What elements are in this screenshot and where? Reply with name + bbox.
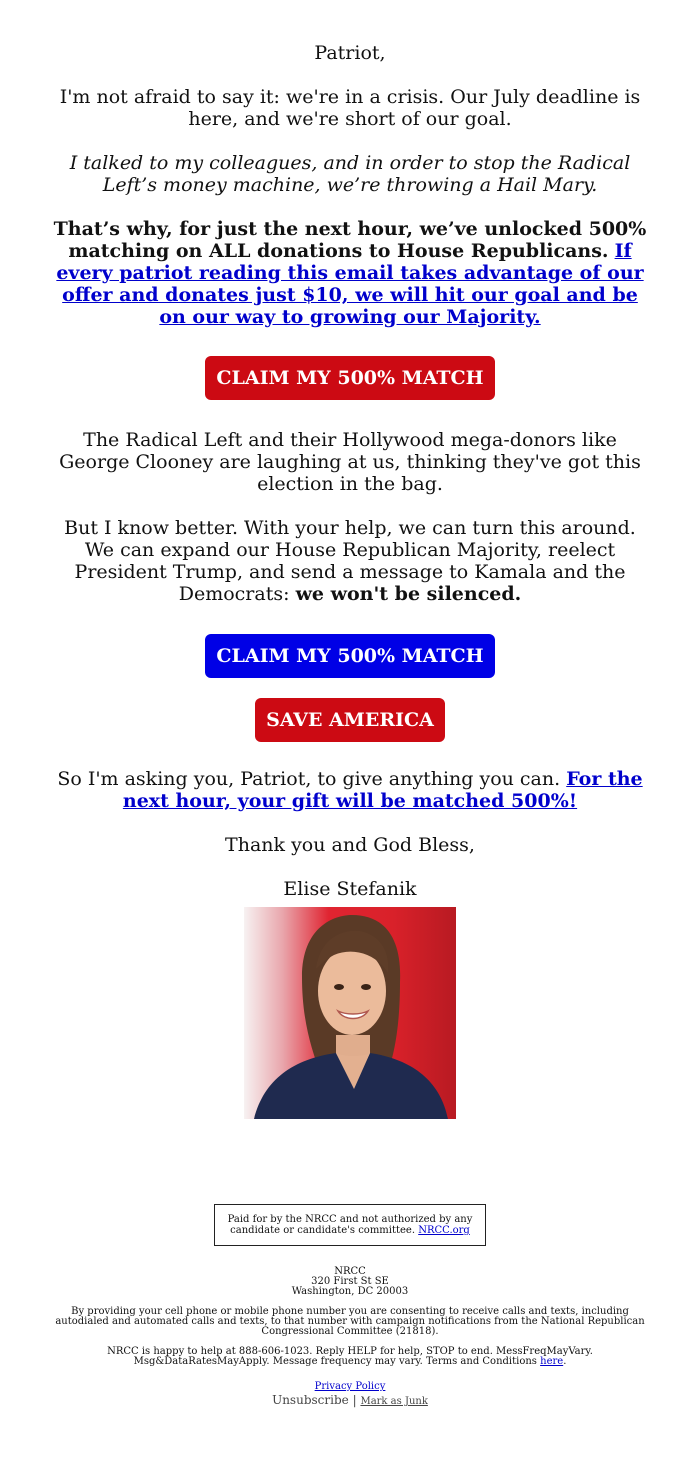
separator: | [352,1393,357,1407]
help-end: . [563,1356,567,1367]
donate-10-link[interactable]: If every patriot reading this email takes advantage of our offer and donates just $10, we will hit our goal and be on our way to growing our Majority. [56,240,644,328]
address-line-1: 320 First St SE [311,1276,389,1287]
spacer [50,1119,650,1204]
address-block [50,1267,650,1297]
help-text: NRCC is happy to help at 888-606-1023. Reply HELP for help, STOP to end. MessFreqMayVary. Msg&DataRatesMayApply. Message frequency may vary. Terms and Conditions [107,1346,593,1367]
email-body [50,0,650,1407]
greeting: Patriot, [314,42,386,64]
paragraph-turn-around [50,517,650,605]
ask-text: So I'm asking you, Patriot, to give anything you can. [57,768,561,790]
org-name: NRCC [334,1266,366,1277]
signature: Elise Stefanik [283,878,417,900]
closing: Thank you and God Bless, [225,834,475,856]
privacy-row [50,1381,650,1393]
portrait-illustration [244,907,456,1119]
paragraph-crisis: I'm not afraid to say it: we're in a crisis. Our July deadline is here, and we're short of our goal. [59,86,641,130]
paragraph-ask [50,768,650,812]
paragraph-match-offer [50,218,650,328]
button-row-3 [50,698,650,742]
match-offer-bold: That’s why, for just the next hour, we’ve unlocked 500% matching on ALL donations to House Republicans. [53,218,647,262]
wont-be-silenced: we won't be silenced. [295,583,522,605]
consent-text: By providing your cell phone or mobile phone number you are consenting to receive calls and texts, including autodialed and automated calls and texts, to that number with campaign notifications from the National Republican Congressional Committee (21818). [55,1306,645,1337]
unsubscribe-link[interactable]: Unsubscribe [272,1393,349,1407]
save-america-button[interactable]: SAVE AMERICA [255,698,445,742]
paragraph-hail-mary: I talked to my colleagues, and in order to stop the Radical Left’s money machine, we’re throwing a Hail Mary. [69,152,631,196]
terms-here-link[interactable]: here [540,1356,564,1367]
mark-as-junk-link[interactable]: Mark as Junk [360,1396,428,1407]
matched-500-link[interactable]: For the next hour, your gift will be matched 500%! [122,768,643,812]
help-text-block [50,1347,650,1367]
claim-match-button-blue[interactable]: CLAIM MY 500% MATCH [205,634,494,678]
turn-around-text: But I know better. With your help, we can turn this around. We can expand our House Republican Majority, reelect President Trump, and send a message to Kamala and the Democrats: [64,517,636,605]
disclaimer-text: Paid for by the NRCC and not authorized by any candidate or candidate's committee. [227,1214,473,1236]
privacy-policy-link[interactable]: Privacy Policy [314,1381,386,1392]
paid-for-disclaimer [214,1204,486,1246]
button-row-2 [50,634,650,678]
button-row-1 [50,356,650,400]
portrait-photo [244,907,456,1119]
photo-wrap [50,907,650,1119]
unsubscribe-row [50,1393,650,1407]
paragraph-hollywood: The Radical Left and their Hollywood mega-donors like George Clooney are laughing at us, thinking they've got this election in the bag. [59,429,641,495]
claim-match-button-red[interactable]: CLAIM MY 500% MATCH [205,356,494,400]
address-line-2: Washington, DC 20003 [291,1286,409,1297]
nrcc-org-link[interactable]: NRCC.org [418,1225,470,1236]
